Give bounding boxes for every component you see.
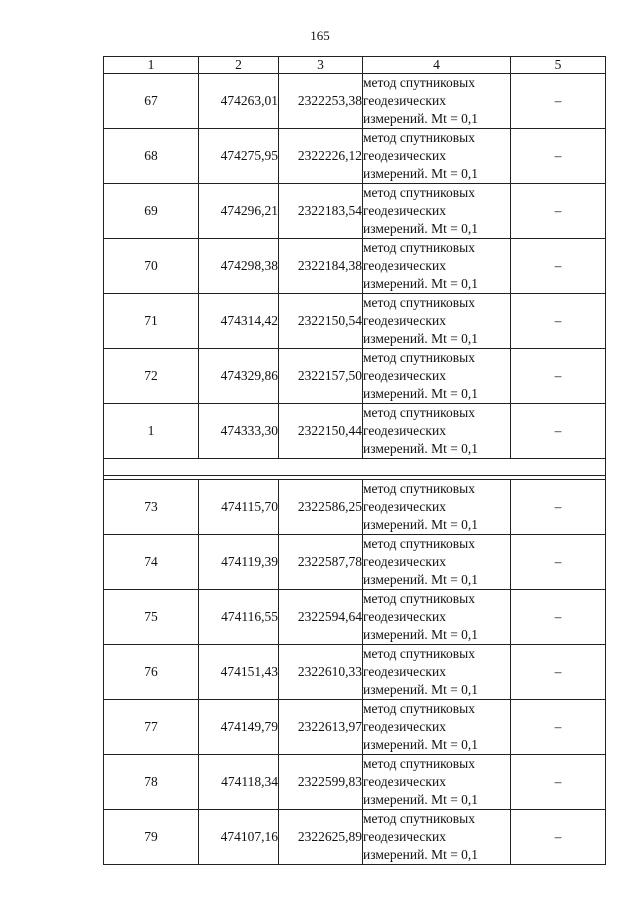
- method-cell: [363, 810, 511, 865]
- y-coordinate-cell: 2322599,83: [279, 755, 363, 810]
- dash-mark: –: [554, 313, 562, 328]
- table-row: [104, 74, 606, 129]
- dash-mark: –: [554, 774, 562, 789]
- note-cell: [511, 755, 606, 810]
- y-coordinate-cell: 2322226,12: [279, 129, 363, 184]
- dash-mark: –: [554, 609, 562, 624]
- note-cell: [511, 810, 606, 865]
- method-cell: [363, 294, 511, 349]
- table-row: [104, 239, 606, 294]
- method-line: измерений. Mt = 0,1: [363, 572, 479, 587]
- header-cell: 1: [104, 57, 199, 74]
- method-cell: [363, 645, 511, 700]
- method-line: метод спутниковых: [363, 536, 475, 551]
- method-line: геодезических: [363, 609, 446, 624]
- method-line: метод спутниковых: [363, 185, 475, 200]
- header-cell: 2: [199, 57, 279, 74]
- note-cell: [511, 294, 606, 349]
- x-coordinate-cell: 474298,38: [199, 239, 279, 294]
- method-cell: [363, 239, 511, 294]
- method-line: метод спутниковых: [363, 130, 475, 145]
- method-line: геодезических: [363, 368, 446, 383]
- x-coordinate-cell: 474107,16: [199, 810, 279, 865]
- method-line: геодезических: [363, 719, 446, 734]
- y-coordinate-cell: 2322625,89: [279, 810, 363, 865]
- point-number-cell: 1: [104, 404, 199, 459]
- table-row: [104, 184, 606, 239]
- y-coordinate-cell: 2322587,78: [279, 535, 363, 590]
- point-number-cell: 72: [104, 349, 199, 404]
- method-line: метод спутниковых: [363, 701, 475, 716]
- method-cell: [363, 404, 511, 459]
- method-line: измерений. Mt = 0,1: [363, 627, 479, 642]
- dash-mark: –: [554, 93, 562, 108]
- method-line: метод спутниковых: [363, 240, 475, 255]
- y-coordinate-cell: 2322613,97: [279, 700, 363, 755]
- note-cell: [511, 645, 606, 700]
- method-line: метод спутниковых: [363, 481, 475, 496]
- method-line: метод спутниковых: [363, 405, 475, 420]
- method-line: измерений. Mt = 0,1: [363, 166, 479, 181]
- method-line: геодезических: [363, 423, 446, 438]
- x-coordinate-cell: 474151,43: [199, 645, 279, 700]
- note-cell: [511, 74, 606, 129]
- method-line: измерений. Mt = 0,1: [363, 517, 479, 532]
- method-line: геодезических: [363, 554, 446, 569]
- dash-mark: –: [554, 664, 562, 679]
- dash-mark: –: [554, 148, 562, 163]
- x-coordinate-cell: 474118,34: [199, 755, 279, 810]
- method-line: метод спутниковых: [363, 646, 475, 661]
- separator-cell: [104, 459, 606, 476]
- dash-mark: –: [554, 499, 562, 514]
- method-line: геодезических: [363, 664, 446, 679]
- method-cell: [363, 480, 511, 535]
- point-number-cell: 75: [104, 590, 199, 645]
- table-row: [104, 810, 606, 865]
- method-line: измерений. Mt = 0,1: [363, 221, 479, 236]
- method-line: измерений. Mt = 0,1: [363, 331, 479, 346]
- y-coordinate-cell: 2322253,38: [279, 74, 363, 129]
- y-coordinate-cell: 2322150,44: [279, 404, 363, 459]
- method-line: измерений. Mt = 0,1: [363, 847, 479, 862]
- y-coordinate-cell: 2322150,54: [279, 294, 363, 349]
- table-row: [104, 404, 606, 459]
- method-cell: [363, 184, 511, 239]
- method-line: измерений. Mt = 0,1: [363, 682, 479, 697]
- method-line: метод спутниковых: [363, 591, 475, 606]
- note-cell: [511, 349, 606, 404]
- point-number-cell: 68: [104, 129, 199, 184]
- header-cell: 5: [511, 57, 606, 74]
- x-coordinate-cell: 474119,39: [199, 535, 279, 590]
- x-coordinate-cell: 474275,95: [199, 129, 279, 184]
- method-cell: [363, 74, 511, 129]
- method-line: измерений. Mt = 0,1: [363, 386, 479, 401]
- method-line: метод спутниковых: [363, 350, 475, 365]
- table-row: [104, 349, 606, 404]
- method-line: метод спутниковых: [363, 811, 475, 826]
- page-number: 165: [310, 28, 330, 43]
- method-line: геодезических: [363, 93, 446, 108]
- method-line: геодезических: [363, 829, 446, 844]
- y-coordinate-cell: 2322610,33: [279, 645, 363, 700]
- method-line: измерений. Mt = 0,1: [363, 737, 479, 752]
- y-coordinate-cell: 2322184,38: [279, 239, 363, 294]
- x-coordinate-cell: 474296,21: [199, 184, 279, 239]
- y-coordinate-cell: 2322594,64: [279, 590, 363, 645]
- point-number-cell: 77: [104, 700, 199, 755]
- note-cell: [511, 590, 606, 645]
- point-number-cell: 70: [104, 239, 199, 294]
- method-cell: [363, 129, 511, 184]
- x-coordinate-cell: 474263,01: [199, 74, 279, 129]
- table-row: [104, 755, 606, 810]
- note-cell: [511, 129, 606, 184]
- point-number-cell: 78: [104, 755, 199, 810]
- point-number-cell: 71: [104, 294, 199, 349]
- method-cell: [363, 349, 511, 404]
- point-number-cell: 79: [104, 810, 199, 865]
- method-cell: [363, 700, 511, 755]
- method-line: геодезических: [363, 313, 446, 328]
- table-row: [104, 590, 606, 645]
- note-cell: [511, 480, 606, 535]
- dash-mark: –: [554, 423, 562, 438]
- x-coordinate-cell: 474116,55: [199, 590, 279, 645]
- method-line: геодезических: [363, 203, 446, 218]
- point-number-cell: 69: [104, 184, 199, 239]
- separator-row: [104, 459, 606, 476]
- method-cell: [363, 755, 511, 810]
- dash-mark: –: [554, 368, 562, 383]
- dash-mark: –: [554, 829, 562, 844]
- method-line: измерений. Mt = 0,1: [363, 111, 479, 126]
- method-line: метод спутниковых: [363, 295, 475, 310]
- method-line: измерений. Mt = 0,1: [363, 792, 479, 807]
- x-coordinate-cell: 474115,70: [199, 480, 279, 535]
- point-number-cell: 76: [104, 645, 199, 700]
- header-row: [104, 57, 606, 74]
- dash-mark: –: [554, 258, 562, 273]
- y-coordinate-cell: 2322157,50: [279, 349, 363, 404]
- table-row: [104, 535, 606, 590]
- x-coordinate-cell: 474149,79: [199, 700, 279, 755]
- method-line: геодезических: [363, 148, 446, 163]
- header-cell: 3: [279, 57, 363, 74]
- dash-mark: –: [554, 719, 562, 734]
- x-coordinate-cell: 474333,30: [199, 404, 279, 459]
- point-number-cell: 74: [104, 535, 199, 590]
- note-cell: [511, 404, 606, 459]
- note-cell: [511, 184, 606, 239]
- table-row: [104, 645, 606, 700]
- method-line: геодезических: [363, 499, 446, 514]
- dash-mark: –: [554, 203, 562, 218]
- y-coordinate-cell: 2322586,25: [279, 480, 363, 535]
- method-line: геодезических: [363, 774, 446, 789]
- method-line: метод спутниковых: [363, 75, 475, 90]
- table-row: [104, 700, 606, 755]
- dash-mark: –: [554, 554, 562, 569]
- note-cell: [511, 535, 606, 590]
- method-cell: [363, 535, 511, 590]
- x-coordinate-cell: 474314,42: [199, 294, 279, 349]
- method-line: измерений. Mt = 0,1: [363, 276, 479, 291]
- table-row: [104, 294, 606, 349]
- header-cell: 4: [363, 57, 511, 74]
- method-line: измерений. Mt = 0,1: [363, 441, 479, 456]
- note-cell: [511, 239, 606, 294]
- y-coordinate-cell: 2322183,54: [279, 184, 363, 239]
- method-line: геодезических: [363, 258, 446, 273]
- coordinates-table: [103, 56, 606, 865]
- table-row: [104, 129, 606, 184]
- point-number-cell: 67: [104, 74, 199, 129]
- method-line: метод спутниковых: [363, 756, 475, 771]
- table-row: [104, 480, 606, 535]
- x-coordinate-cell: 474329,86: [199, 349, 279, 404]
- method-cell: [363, 590, 511, 645]
- point-number-cell: 73: [104, 480, 199, 535]
- note-cell: [511, 700, 606, 755]
